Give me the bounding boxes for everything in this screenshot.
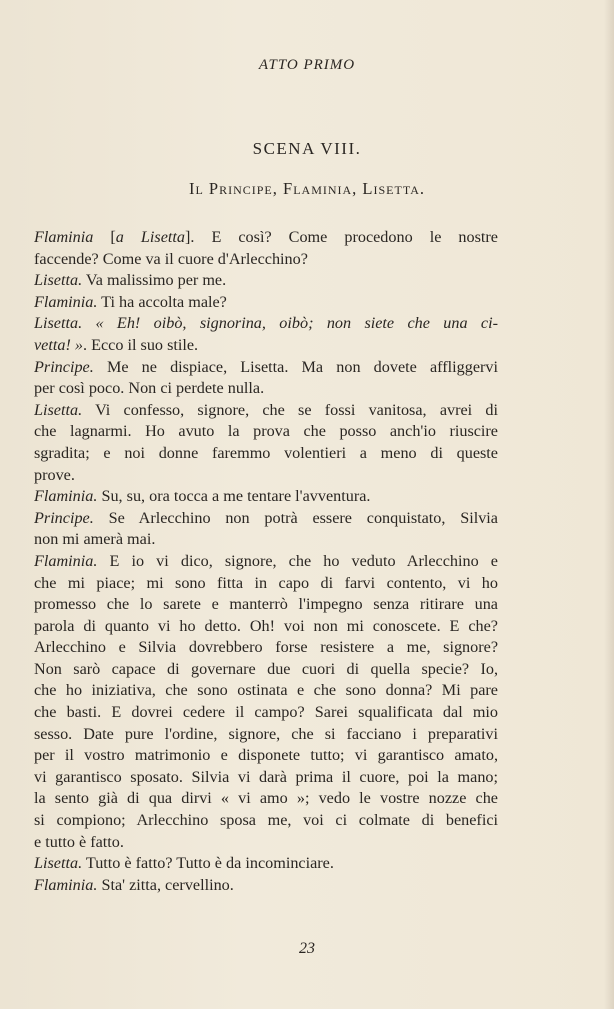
speaker-name: Flaminia. xyxy=(34,292,98,311)
text-line xyxy=(34,443,498,465)
line-text: vi garantisco sposato. Silvia vi darà prima il cuore, poi la mano; xyxy=(34,767,498,786)
text-line xyxy=(34,335,498,357)
speaker-name: Lisetta. xyxy=(34,271,83,290)
speaker-name: Flaminia. xyxy=(34,875,98,894)
text-line xyxy=(34,551,498,573)
text-line xyxy=(34,529,498,551)
page-number: 23 xyxy=(299,940,315,957)
speaker-name: Flaminia xyxy=(34,228,94,246)
italic-quote: « Eh! oibò, signorina, oibò; non siete che una ci- xyxy=(95,314,498,333)
scene-title: SCENA VIII. xyxy=(252,139,362,158)
line-text: E io vi dico, signore, che ho veduto Arlecchino e xyxy=(97,551,498,570)
speaker-name: Flaminia. xyxy=(34,551,98,570)
line-text: Ti ha accolta male? xyxy=(97,292,227,311)
speaker-name: Lisetta. xyxy=(34,314,83,333)
text-line xyxy=(34,767,498,789)
text-line xyxy=(34,702,498,724)
dialogue-text xyxy=(34,227,498,896)
line-text: la sento già di qua dirvi « vi amo »; vedo le vostre nozze che xyxy=(34,789,498,808)
text-line xyxy=(34,227,498,249)
line-text: che mi piace; mi sono fitta in capo di farvi contento, vi ho xyxy=(34,573,498,592)
text-line xyxy=(34,659,498,681)
line-text: . Ecco il suo stile. xyxy=(83,335,199,354)
line-text: Va malissimo per me. xyxy=(82,271,227,290)
text-line xyxy=(34,810,498,832)
text-line xyxy=(34,594,498,616)
line-text: Sta' zitta, cervellino. xyxy=(97,875,234,894)
line-text: promesso che lo sarete e manterrò l'impegno senza ritirare una xyxy=(34,595,498,614)
line-text: che ho iniziativa, che sono ostinata e che sono donna? Mi pare xyxy=(34,681,498,700)
line-text: Vi confesso, signore, che se fossi vanitosa, avrei di xyxy=(82,400,498,419)
text-line xyxy=(34,853,498,875)
text-line xyxy=(34,292,498,314)
line-text: Non sarò capace di governare due cuori di quella specie? Io, xyxy=(34,659,498,678)
stage-direction: a Lisetta xyxy=(115,228,185,246)
line-text: Se Arlecchino non potrà essere conquistato, Silvia xyxy=(93,508,498,527)
text-line xyxy=(34,357,498,379)
line-text: Arlecchino e Silvia dovrebbero forse resistere a me, signore? xyxy=(34,638,498,657)
text-line xyxy=(34,400,498,422)
text-line xyxy=(34,573,498,595)
text-line xyxy=(34,875,498,897)
speaker-name: Principe. xyxy=(34,357,94,376)
line-text: che basti. E dovrei cedere il campo? Sarei squalificata dal mio xyxy=(34,703,498,722)
line-text: faccende? Come va il cuore d'Arlecchino? xyxy=(34,249,308,268)
text-line xyxy=(34,724,498,746)
line-text: Su, su, ora tocca a me tentare l'avventura. xyxy=(97,487,371,506)
text-line xyxy=(34,832,498,854)
speaker-name: Lisetta. xyxy=(34,854,83,873)
running-head: ATTO PRIMO xyxy=(258,57,356,73)
text-line xyxy=(34,616,498,638)
line-text: sgradita; e noi donne faremmo volentieri a meno di queste xyxy=(34,443,498,462)
speaker-name: Principe. xyxy=(34,508,94,527)
text-line xyxy=(34,249,498,271)
text-line xyxy=(34,637,498,659)
text-line xyxy=(34,421,498,443)
line-text: Tutto è fatto? Tutto è da incominciare. xyxy=(82,854,334,873)
italic-quote: vetta! » xyxy=(34,335,83,354)
text-line xyxy=(34,313,498,335)
bracket-open: [ xyxy=(93,228,116,246)
line-text xyxy=(82,314,95,332)
line-text: che lagnarmi. Ho avuto la prova che posso anch'io riuscire xyxy=(34,422,498,441)
text-line xyxy=(34,486,498,508)
line-text: ]. E così? Come procedono le nostre xyxy=(184,228,498,246)
line-text: Me ne dispiace, Lisetta. Ma non dovete affliggervi xyxy=(93,357,498,376)
character-list: Il Principe, Flaminia, Lisetta. xyxy=(188,179,426,198)
line-text: sesso. Date pure l'ordine, signore, che si facciano i preparativi xyxy=(34,724,498,743)
line-text: parola di quanto vi ho detto. Oh! voi non mi conoscete. E che? xyxy=(34,616,498,635)
text-line xyxy=(34,508,498,530)
line-text: e tutto è fatto. xyxy=(34,832,124,851)
text-line xyxy=(34,745,498,767)
text-line xyxy=(34,680,498,702)
line-text: per il vostro matrimonio e disponete tutto; vi garantisco amato, xyxy=(34,746,498,765)
text-line xyxy=(34,788,498,810)
speaker-name: Flaminia. xyxy=(34,487,98,506)
line-text: si compiono; Arlecchino sposa me, voi ci colmate di benefici xyxy=(34,811,498,830)
text-line xyxy=(34,270,498,292)
text-line xyxy=(34,465,498,487)
line-text: prove. xyxy=(34,465,75,484)
speaker-name: Lisetta. xyxy=(34,400,83,419)
text-line xyxy=(34,378,498,400)
line-text: per così poco. Non ci perdete nulla. xyxy=(34,379,265,398)
line-text: non mi amerà mai. xyxy=(34,530,156,549)
